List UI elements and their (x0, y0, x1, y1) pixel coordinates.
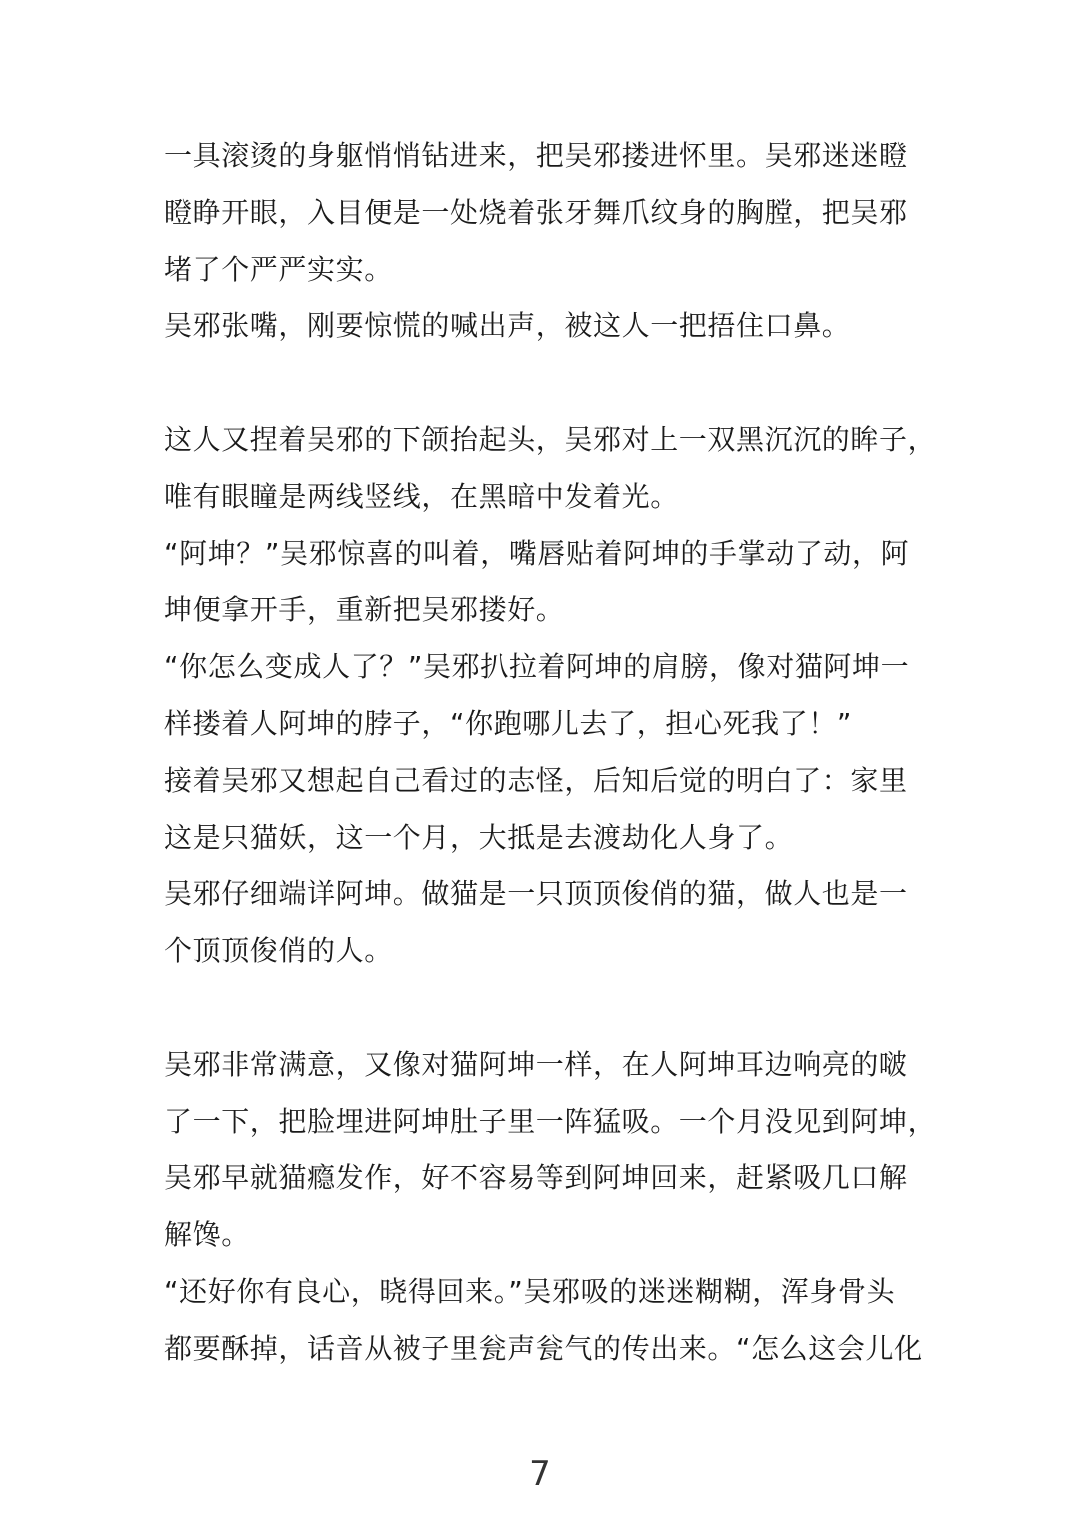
text-line: 样搂着人阿坤的脖子，“你跑哪儿去了，担心死我了！” (164, 706, 853, 740)
text-line: 坤便拿开手，重新把吴邪搂好。 (164, 593, 565, 627)
text-line: 这是只猫妖，这一个月，大抵是去渡劫化人身了。 (164, 820, 794, 854)
text-line: 接着吴邪又想起自己看过的志怪，后知后觉的明白了：家里 (164, 763, 908, 797)
text-line: “还好你有良心，晓得回来。”吴邪吸的迷迷糊糊，浑身骨头 (164, 1274, 896, 1308)
text-line: 瞪睁开眼，入目便是一处烧着张牙舞爪纹身的胸膛，把吴邪 (164, 195, 908, 229)
body-text (164, 128, 937, 1378)
text-line: 都要酥掉，话音从被子里瓮声瓮气的传出来。“怎么这会儿化 (164, 1331, 923, 1365)
text-line: 吴邪张嘴，刚要惊慌的喊出声，被这人一把捂住口鼻。 (164, 309, 851, 343)
paragraph-gap (164, 980, 934, 1037)
page-number: 7 (529, 1454, 551, 1494)
text-line: “你怎么变成人了？”吴邪扒拉着阿坤的肩膀，像对猫阿坤一 (164, 650, 910, 684)
text-line: 解馋。 (164, 1218, 250, 1252)
text-line: “阿坤？”吴邪惊喜的叫着，嘴唇贴着阿坤的手掌动了动，阿 (164, 536, 910, 570)
text-line: 这人又捏着吴邪的下颌抬起头，吴邪对上一双黑沉沉的眸子， (164, 422, 937, 456)
text-line: 唯有眼瞳是两线竖线，在黑暗中发着光。 (164, 479, 679, 513)
text-line: 吴邪非常满意，又像对猫阿坤一样，在人阿坤耳边响亮的啵 (164, 1047, 908, 1081)
text-line: 堵了个严严实实。 (164, 252, 393, 286)
text-line: 一具滚烫的身躯悄悄钻进来，把吴邪搂进怀里。吴邪迷迷瞪 (164, 139, 908, 172)
text-line: 了一下，把脸埋进阿坤肚子里一阵猛吸。一个月没见到阿坤， (164, 1104, 937, 1138)
text-line: 吴邪仔细端详阿坤。做猫是一只顶顶俊俏的猫，做人也是一 (164, 877, 908, 911)
paragraph-gap (164, 355, 934, 412)
text-line: 吴邪早就猫瘾发作，好不容易等到阿坤回来，赶紧吸几口解 (164, 1161, 908, 1195)
text-line: 个顶顶俊俏的人。 (164, 934, 393, 968)
